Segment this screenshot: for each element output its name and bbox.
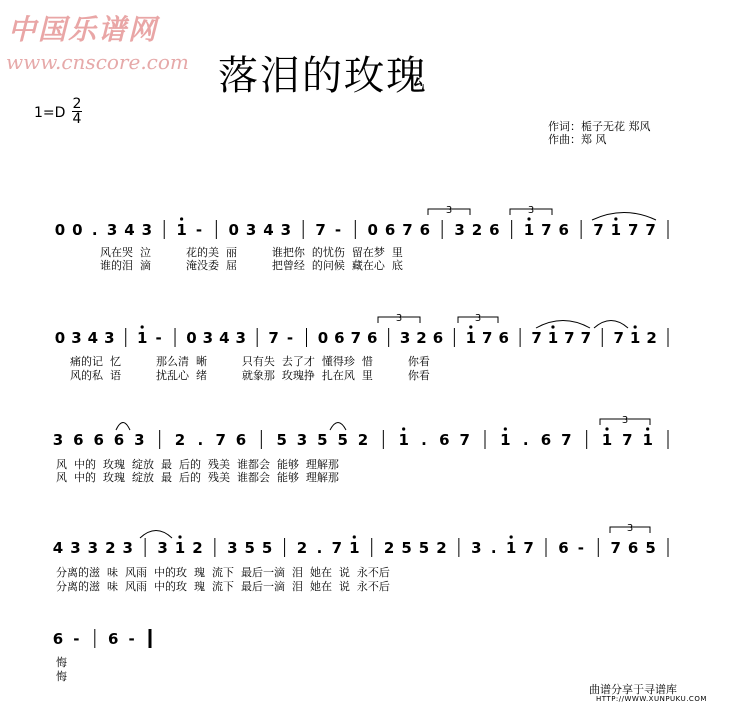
note: 6 <box>558 221 569 239</box>
note: 2 <box>416 329 427 347</box>
note: 1 <box>500 431 511 449</box>
note: 3 <box>106 221 118 239</box>
note: 7 <box>523 539 534 557</box>
note: 7 <box>561 431 572 449</box>
note: 3 <box>104 329 115 347</box>
logo-text: 中国乐谱网 <box>8 13 159 46</box>
high-octave-dot <box>353 535 356 538</box>
high-octave-dot <box>527 217 530 220</box>
high-octave-dot <box>510 535 513 538</box>
note: 3 <box>122 539 133 557</box>
note: 0 <box>54 329 66 347</box>
note: 2 <box>646 329 657 347</box>
high-octave-dot <box>178 535 181 538</box>
note: 6 <box>52 630 64 648</box>
note: 2 <box>357 431 369 449</box>
note: 7 <box>593 221 604 239</box>
note: 7 <box>482 329 493 347</box>
note: 6 <box>498 329 509 347</box>
note: 1 <box>174 539 186 557</box>
lyric-line: 分离的滋 味 风雨 中的玫 瑰 流下 最后一滴 泪 她在 说 永不后 <box>56 580 390 593</box>
note: 2 <box>383 539 395 557</box>
note: . <box>421 431 427 449</box>
note: 6 <box>419 221 431 239</box>
note: 7 <box>610 539 621 557</box>
note: 6 <box>439 431 450 449</box>
high-octave-dot <box>634 325 637 328</box>
composer-line: 作曲：郑 风 <box>548 133 607 146</box>
note: 5 <box>276 431 287 449</box>
note: 3 <box>141 221 153 239</box>
lyric-line: 谁的泪 滴 淹没委 屈 把曾经 的问候 藏在心 底 <box>100 259 403 272</box>
note: 7 <box>645 221 656 239</box>
note: 5 <box>401 539 412 557</box>
note: - <box>155 329 162 347</box>
note: 6 <box>93 431 104 449</box>
high-octave-dot <box>469 325 472 328</box>
note: - <box>577 539 584 557</box>
note: 1 <box>505 539 517 557</box>
triplet-label: 3 <box>474 313 482 324</box>
note: 6 <box>384 221 396 239</box>
high-octave-dot <box>402 427 405 430</box>
note: 4 <box>263 221 274 239</box>
lyric-line: 痛的记 忆 那么清 晰 只有失 去了才 懂得珍 惜 你看 <box>70 355 430 368</box>
note: 6 <box>558 539 569 557</box>
tie-slur <box>536 321 590 329</box>
note: 6 <box>489 221 500 239</box>
note: 1 <box>136 329 148 347</box>
lyric-line: 悔 <box>56 670 67 683</box>
lyric-line: 分离的滋 味 风雨 中的玫 瑰 流下 最后一滴 泪 她在 说 永不后 <box>56 566 390 579</box>
note: 7 <box>331 539 343 557</box>
note: . <box>316 539 323 557</box>
note: 0 <box>317 329 329 347</box>
note: 7 <box>541 221 552 239</box>
triplet-label: 3 <box>527 205 535 216</box>
note: 6 <box>107 630 119 648</box>
note: 3 <box>52 431 64 449</box>
note: 3 <box>70 539 81 557</box>
note: 4 <box>52 539 64 557</box>
note: 5 <box>645 539 656 557</box>
note: 1 <box>601 431 613 449</box>
note: 1 <box>176 221 187 239</box>
note: 3 <box>296 431 308 449</box>
note: 2 <box>174 431 186 449</box>
note: 3 <box>245 221 257 239</box>
note: 2 <box>296 539 308 557</box>
note: 3 <box>280 221 292 239</box>
high-octave-dot <box>646 427 649 430</box>
note: 4 <box>124 221 135 239</box>
note: 2 <box>471 221 483 239</box>
note: 1 <box>642 431 653 449</box>
note: 3 <box>235 329 246 347</box>
high-octave-dot <box>504 427 507 430</box>
note: 7 <box>531 329 542 347</box>
page-title: 落泪的玫瑰 <box>218 53 428 99</box>
footer-url: HTTP://WWW.XUNPUKU.COM <box>596 695 707 703</box>
tie-slur <box>116 423 130 431</box>
note: - <box>73 630 80 648</box>
note: 6 <box>432 329 444 347</box>
note: 7 <box>402 221 413 239</box>
lyric-line: 风 中的 玫瑰 绽放 最 后的 残美 谁都会 能够 理解那 <box>56 458 339 471</box>
note: 1 <box>629 329 641 347</box>
note: 6 <box>366 329 378 347</box>
tie-slur <box>592 213 656 221</box>
note: 1 <box>523 221 535 239</box>
note: 1 <box>465 329 477 347</box>
note: 3 <box>202 329 214 347</box>
time-signature-bottom: 4 <box>72 111 82 127</box>
note: 7 <box>459 431 470 449</box>
note: . <box>522 431 529 449</box>
time-signature-top: 2 <box>72 96 82 112</box>
note: 7 <box>622 431 633 449</box>
lyric-line: 悔 <box>56 656 67 669</box>
triplet-label: 3 <box>621 415 629 426</box>
note: 5 <box>418 539 430 557</box>
note: - <box>286 329 294 347</box>
triplet-label: 3 <box>626 523 634 534</box>
note: 3 <box>134 431 145 449</box>
triplet-label: 3 <box>445 205 453 216</box>
lyric-line: 风在哭 泣 花的美 丽 谁把你 的忧伤 留在梦 里 <box>100 246 403 259</box>
note: 3 <box>227 539 238 557</box>
key-signature: 1=D <box>34 105 66 121</box>
note: 5 <box>244 539 255 557</box>
note: 3 <box>157 539 168 557</box>
note: 1 <box>610 221 622 239</box>
high-octave-dot <box>605 427 608 430</box>
high-octave-dot <box>141 325 144 328</box>
note: 2 <box>436 539 447 557</box>
note: 7 <box>215 431 226 449</box>
note: 6 <box>73 431 84 449</box>
note: 3 <box>471 539 482 557</box>
note: 7 <box>268 329 279 347</box>
note: 5 <box>317 431 328 449</box>
note: 4 <box>87 329 99 347</box>
note: . <box>91 221 98 239</box>
note: 1 <box>547 329 559 347</box>
note: 5 <box>337 431 348 449</box>
note: - <box>128 630 135 648</box>
lyric-line: 风的私 语 扰乱心 绪 就象那 玫瑰挣 扎在风 里 你看 <box>70 369 430 382</box>
note: 0 <box>367 221 378 239</box>
lyricist-line: 作词：栀子无花 郑风 <box>548 120 651 133</box>
note: 3 <box>71 329 82 347</box>
high-octave-dot <box>614 217 617 220</box>
note: 7 <box>315 221 326 239</box>
note: 3 <box>454 221 465 239</box>
note: 3 <box>399 329 411 347</box>
note: 6 <box>113 431 125 449</box>
note: 0 <box>72 221 83 239</box>
high-octave-dot <box>551 325 554 328</box>
tie-slur <box>594 321 628 329</box>
triplet-label: 3 <box>395 313 403 324</box>
note: 2 <box>192 539 203 557</box>
note: 0 <box>228 221 239 239</box>
note: 5 <box>261 539 273 557</box>
note: - <box>195 221 203 239</box>
note: 0 <box>54 221 66 239</box>
note: 7 <box>580 329 592 347</box>
tie-slur <box>330 423 346 431</box>
note: 0 <box>186 329 197 347</box>
note: 6 <box>235 431 247 449</box>
note: - <box>334 221 342 239</box>
high-octave-dot <box>180 217 183 220</box>
note: 7 <box>564 329 575 347</box>
note: 7 <box>628 221 639 239</box>
logo-url: www.cnscore.com <box>6 50 189 74</box>
note: 2 <box>105 539 116 557</box>
footer-text: 曲谱分享于寻谱库 <box>589 683 677 696</box>
note: 6 <box>540 431 552 449</box>
note: 7 <box>613 329 624 347</box>
note: 7 <box>350 329 362 347</box>
note: 6 <box>334 329 345 347</box>
note: 1 <box>398 431 409 449</box>
note: . <box>197 431 204 449</box>
note: 4 <box>219 329 230 347</box>
note: 1 <box>349 539 360 557</box>
note: 6 <box>627 539 639 557</box>
note: . <box>490 539 497 557</box>
note: 3 <box>87 539 99 557</box>
lyric-line: 风 中的 玫瑰 绽放 最 后的 残美 谁都会 能够 理解那 <box>56 471 339 484</box>
tie-slur <box>140 531 172 539</box>
